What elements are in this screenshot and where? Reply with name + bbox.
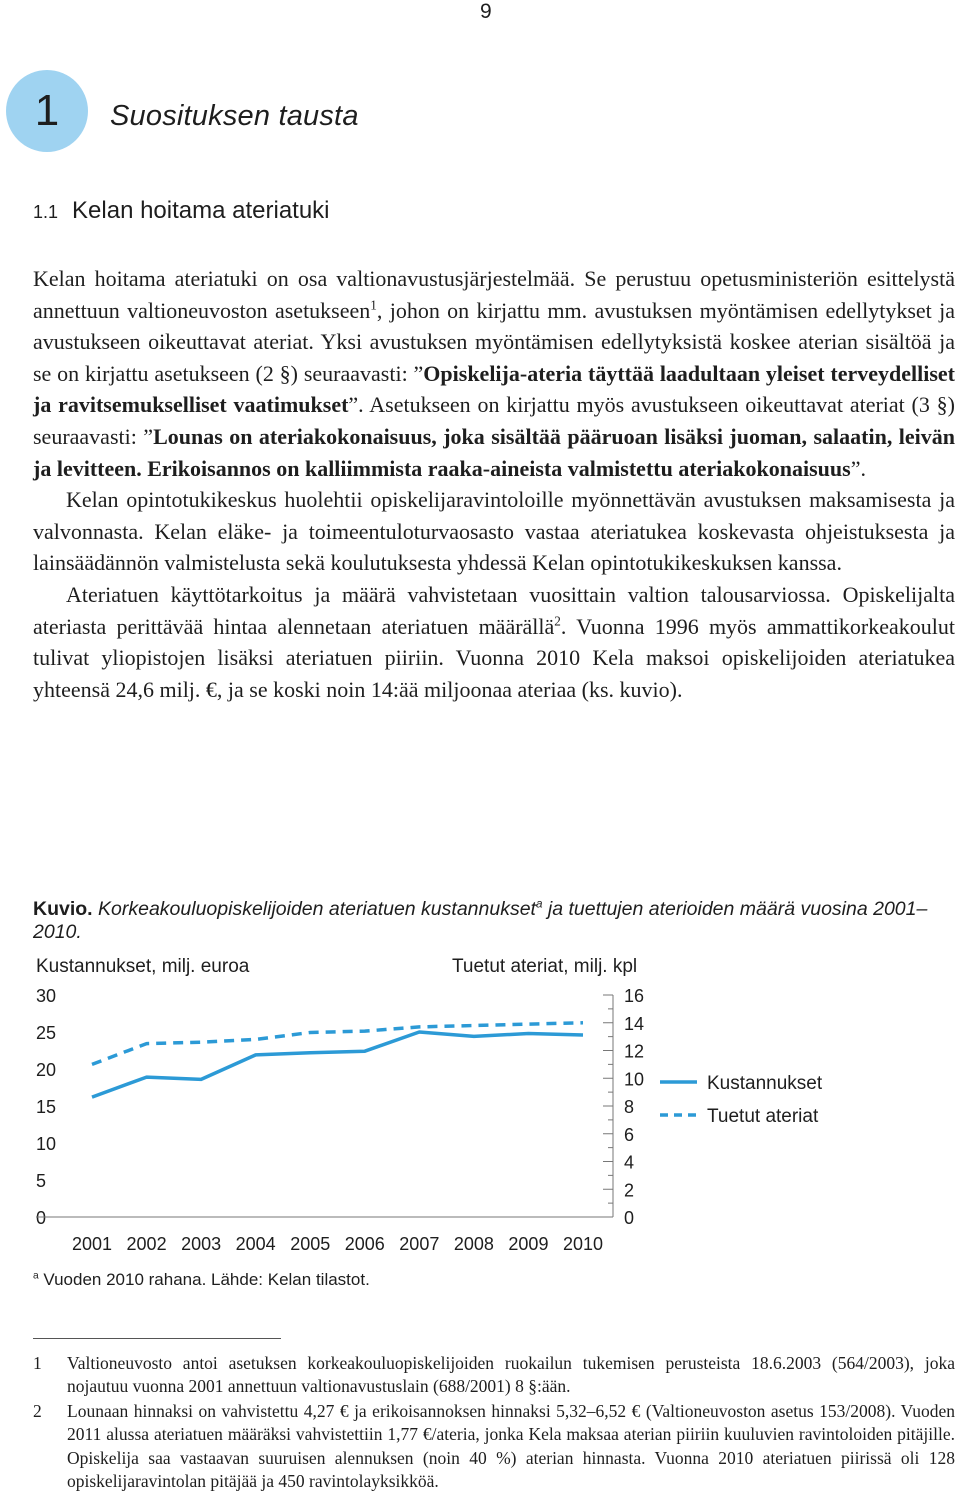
x-tick-label: 2010: [562, 1234, 604, 1254]
chart-source-note: [33, 1270, 370, 1290]
quote-bold-2: Lounas on ateriakokonaisuus, joka sisältää pääruoan lisäksi juoman, salaatin, leivän ja levitteen. Erikoisannos on kalliimmista raaka-aineista valmistettu ateriakokonaisuus: [33, 423, 956, 481]
figure-caption: [33, 898, 960, 944]
x-tick-label: 2003: [181, 1234, 222, 1254]
y-left-tick-label: 30: [36, 986, 57, 1006]
x-tick-label: 2002: [126, 1234, 167, 1254]
paragraph-3: [33, 579, 955, 705]
footnote-ref-2: 2: [554, 613, 561, 629]
figure-label: Kuvio.: [33, 898, 93, 920]
body-text: [33, 263, 955, 705]
figure-caption-text-b: ja tuettujen aterioiden määrä vuosina 2001–2010.: [33, 898, 928, 943]
section-number: 1.1: [33, 202, 59, 222]
y-left-tick-label: 15: [36, 1097, 57, 1117]
y-right-tick-label: 14: [624, 1013, 645, 1034]
x-tick-label: 2005: [290, 1234, 331, 1254]
text-span: ”. Asetukseen on kirjattu myös avustukseen oikeuttavat ateriat (3 §) seuraavasti: ”: [33, 392, 955, 449]
paragraph-2: Kelan opintotukikeskus huolehtii opiskelijaravintoloille myönnettävän avustuksen maksamisesta ja valvonnasta. Kelan eläke- ja toimeentuloturvaosasto vastaa ateriatukea koskevasta ohjeistuksesta ja lainsäädännön valmistelusta sekä koulutuksesta yhdessä Kelan opintotukikeskuksen kanssa.: [33, 487, 955, 576]
chart-note-text: Vuoden 2010 rahana. Lähde: Kelan tilastot.: [38, 1270, 370, 1289]
y-left-tick-label: 25: [36, 1023, 57, 1043]
legend-label: Kustannukset: [707, 1073, 823, 1094]
y-right-tick-label: 16: [624, 986, 645, 1006]
text-span: . Vuonna 1996 myös ammattikorkeakoulut tulivat yliopistojen lisäksi ateriatuen piiriin. Vuonna 2010 Kela maksoi opiskelijoiden ateriatukea yhteensä 24,6 milj. €, ja se koski noin 14:ää miljoonaa ateriaa (ks. kuvio).: [33, 613, 956, 702]
y-left-tick-label: 20: [36, 1060, 57, 1080]
y-right-tick-label: 8: [624, 1097, 635, 1117]
x-tick-label: 2008: [453, 1234, 494, 1254]
text-span: ”.: [850, 455, 866, 481]
paragraph-1: [33, 263, 955, 484]
footnote-text: Lounaan hinnaksi on vahvistettu 4,27 € ja erikoisannoksen hinnaksi 5,32–6,52 € (Valtioneuvoston asetus 153/2008). Vuoden 2011 alussa ateriatuen määräksi vahvistettiin 1,77 €/ateria, jonka Kela maksaa aterian piiriin kuuluvien ravintoloiden pitäjille. Opiskelija saa vastaavan suuruisen alennuksen (noin 40 %) aterian hinnasta. Vuonna 2010 ateriatuen piirissä oli 128 opiskelijaravintolan pitäjää ja 450 ravintolayksikköä.: [67, 1401, 955, 1491]
footnote-number: 2: [33, 1401, 42, 1421]
text-span: Kelan hoitama ateriatuki on osa valtionavustusjärjestelmää. Se perustuu opetusministeriön esittelystä annettuun valtioneuvoston asetukseen: [33, 266, 955, 323]
footnote-text: Valtioneuvosto antoi asetuksen korkeakouluopiskelijoiden ruokailun tukemisen perusteista 18.6.2003 (564/2003), joka nojautuu vuonna 2001 annettuun valtionavustuslain (688/2001) 8 §:ään.: [67, 1353, 955, 1397]
text-span: , johon on kirjattu mm. avustuksen myöntämisen edellytykset ja avustukseen oikeuttavat ateriat. Yksi avustuksen myöntämisen edellytyksistä koskee aterian sisältöä ja se on kirjattu asetukseen (2 §) seuraavasti: ”: [33, 297, 955, 386]
y-right-tick-label: 2: [624, 1180, 635, 1201]
y-right-tick-label: 10: [624, 1069, 645, 1090]
y-right-tick-label: 6: [624, 1124, 635, 1145]
quote-bold-1: Opiskelija-ateria täyttää laadultaan yleiset terveydelliset ja ravitsemukselliset vaatimukset: [33, 360, 956, 418]
chapter-title: Suosituksen tausta: [110, 100, 359, 132]
x-tick-label: 2004: [235, 1234, 276, 1254]
section-title: Kelan hoitama ateriatuki: [72, 197, 330, 224]
footnote-number: 1: [33, 1353, 42, 1373]
chart: [0, 940, 960, 1260]
legend-label: Tuetut ateriat: [707, 1106, 819, 1127]
figure-caption-sup: a: [535, 897, 543, 911]
x-tick-label: 2009: [508, 1234, 549, 1254]
footnote-2: [33, 1400, 955, 1493]
figure-caption-text-a: Korkeakouluopiskelijoiden ateriatuen kustannukset: [98, 898, 536, 920]
chapter-number: 1: [34, 86, 60, 135]
x-tick-label: 2007: [399, 1234, 440, 1254]
y-right-axis-label: Tuetut ateriat, milj. kpl: [452, 956, 638, 977]
y-left-tick-label: 5: [36, 1171, 47, 1191]
footnote-1: [33, 1352, 955, 1399]
x-tick-label: 2006: [344, 1234, 385, 1254]
chart-note-sup: a: [33, 1270, 39, 1282]
x-tick-label: 2001: [71, 1234, 113, 1254]
y-left-tick-label: 0: [36, 1208, 47, 1228]
y-right-tick-label: 4: [624, 1152, 635, 1173]
footnote-ref-1: 1: [370, 297, 377, 313]
y-right-tick-label: 0: [624, 1208, 635, 1228]
y-right-tick-label: 12: [624, 1041, 645, 1062]
footnote-divider: [33, 1338, 281, 1339]
chapter-number-badge: [6, 70, 88, 152]
y-left-tick-label: 10: [36, 1134, 57, 1154]
y-left-axis-label: Kustannukset, milj. euroa: [36, 956, 250, 977]
text-span: Ateriatuen käyttötarkoitus ja määrä vahvistetaan vuosittain valtion talousarviossa. Opiskelijalta ateriasta perittävää hintaa alennetaan ateriatuen määrällä: [33, 581, 955, 639]
section-heading: [33, 197, 330, 225]
page-number: 9: [480, 0, 492, 23]
series-line-tuetut-ateriat: [92, 1023, 583, 1065]
